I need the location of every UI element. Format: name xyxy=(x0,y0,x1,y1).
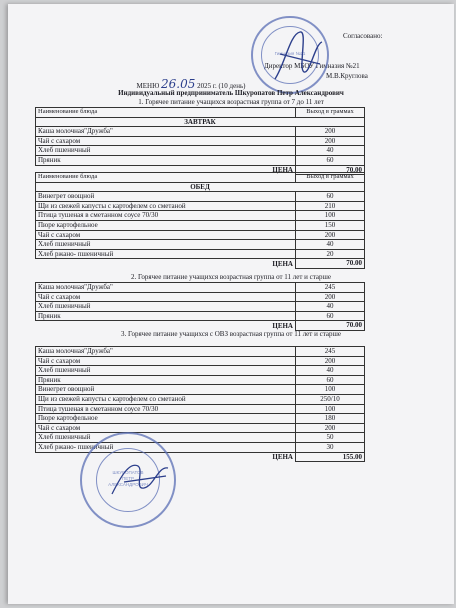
dish-name-cell: Каша молочная"Дружба" xyxy=(36,283,296,293)
menu-suffix: 2025 г. (10 день) xyxy=(197,82,246,90)
table-row xyxy=(36,302,365,312)
output-cell: 245 xyxy=(296,283,365,293)
output-cell: 20 xyxy=(296,249,365,259)
col-name-header: Наименование блюда xyxy=(36,108,296,118)
output-cell: 210 xyxy=(296,201,365,211)
menu-date: 26.05 xyxy=(161,77,196,91)
output-cell: 40 xyxy=(296,302,365,312)
dish-name-cell: Чай с сахаром xyxy=(36,356,296,366)
table-row xyxy=(36,433,365,443)
output-cell: 30 xyxy=(296,442,365,452)
table-row xyxy=(36,423,365,433)
table-row xyxy=(36,283,365,293)
table-row xyxy=(36,385,365,395)
dish-name-cell: Каша молочная"Дружба" xyxy=(36,347,296,357)
output-cell: 180 xyxy=(296,414,365,424)
dish-name-cell: Хлеб пшеничный xyxy=(36,302,296,312)
output-cell: 245 xyxy=(296,347,365,357)
output-cell: 200 xyxy=(296,136,365,146)
price-label: ЦЕНА xyxy=(36,452,296,462)
output-cell: 250/10 xyxy=(296,394,365,404)
output-cell: 40 xyxy=(296,366,365,376)
col-out-header: Выход в граммах xyxy=(296,173,365,183)
table-row xyxy=(36,146,365,156)
output-cell: 40 xyxy=(296,240,365,250)
lunch-label: ОБЕД xyxy=(36,182,365,192)
table-row xyxy=(36,375,365,385)
table-row xyxy=(36,404,365,414)
dish-name-cell: Пряник xyxy=(36,375,296,385)
output-cell: 40 xyxy=(296,146,365,156)
price-label: ЦЕНА xyxy=(36,321,296,331)
breakfast-label: ЗАВТРАК xyxy=(36,117,365,127)
stamp-bottom-line3: АЛЕКСАНДРОВИЧ xyxy=(108,482,148,487)
table-row xyxy=(36,201,365,211)
stamp-bottom-line1: ШКУРОПАТОВ xyxy=(112,470,144,475)
output-cell: 200 xyxy=(296,292,365,302)
table-row xyxy=(36,240,365,250)
dish-name-cell: Винегрет овощной xyxy=(36,192,296,202)
dish-name-cell: Пряник xyxy=(36,311,296,321)
table-row xyxy=(36,192,365,202)
section-2-title: 2. Горячее питание учащихся возрастная группа от 11 лет и старше xyxy=(130,273,332,281)
output-cell: 200 xyxy=(296,230,365,240)
dish-name-cell: Каша молочная"Дружба" xyxy=(36,127,296,137)
table-row xyxy=(36,442,365,452)
output-cell: 100 xyxy=(296,385,365,395)
table-lunch xyxy=(35,172,365,269)
dish-name-cell: Пряник xyxy=(36,155,296,165)
output-cell: 150 xyxy=(296,220,365,230)
approval-director: Директор МБОУ Гимназия №21 xyxy=(264,62,360,70)
output-cell: 200 xyxy=(296,356,365,366)
table-row xyxy=(36,394,365,404)
table-row xyxy=(36,249,365,259)
dish-name-cell: Птица тушеная в сметанном соусе 70/30 xyxy=(36,211,296,221)
table-row xyxy=(36,366,365,376)
menu-prefix: МЕНЮ xyxy=(136,82,160,90)
approval-name: М.В.Круглова xyxy=(326,72,368,80)
dish-name-cell: Хлеб пшеничный xyxy=(36,240,296,250)
table-row xyxy=(36,127,365,137)
dish-name-cell: Щи из свежей капусты с картофелем со сметаной xyxy=(36,201,296,211)
section-1-title: 1. Горячее питание учащихся возрастная группа от 7 до 11 лет xyxy=(138,98,324,106)
table-row xyxy=(36,220,365,230)
dish-name-cell: Винегрет овощной xyxy=(36,385,296,395)
output-cell: 50 xyxy=(296,433,365,443)
price-label: ЦЕНА xyxy=(36,259,296,269)
stamp-bottom-line2: ПЕТР xyxy=(122,476,134,481)
output-cell: 200 xyxy=(296,423,365,433)
col-out-header: Выход в граммах xyxy=(296,108,365,118)
dish-name-cell: Хлеб пшеничный xyxy=(36,146,296,156)
output-cell: 60 xyxy=(296,375,365,385)
price-label: ЦЕНА xyxy=(36,165,296,175)
output-cell: 60 xyxy=(296,192,365,202)
table-section-3 xyxy=(35,346,365,462)
dish-name-cell: Чай с сахаром xyxy=(36,230,296,240)
output-cell: 60 xyxy=(296,155,365,165)
table-row xyxy=(36,211,365,221)
dish-name-cell: Чай с сахаром xyxy=(36,423,296,433)
dish-name-cell: Чай с сахаром xyxy=(36,136,296,146)
table-row xyxy=(36,311,365,321)
table-row xyxy=(36,414,365,424)
price-value: 70.00 xyxy=(296,259,365,269)
price-value: 70.00 xyxy=(296,165,365,175)
dish-name-cell: Хлеб пшеничный xyxy=(36,366,296,376)
dish-name-cell: Чай с сахаром xyxy=(36,292,296,302)
table-row xyxy=(36,292,365,302)
table-row xyxy=(36,356,365,366)
table-row xyxy=(36,155,365,165)
document-page xyxy=(8,4,454,604)
table-row xyxy=(36,136,365,146)
price-value: 155.00 xyxy=(296,452,365,462)
output-cell: 100 xyxy=(296,211,365,221)
col-name-header: Наименование блюда xyxy=(36,173,296,183)
output-cell: 100 xyxy=(296,404,365,414)
output-cell: 200 xyxy=(296,127,365,137)
table-row xyxy=(36,230,365,240)
dish-name-cell: Щи из свежей капусты с картофелем со сметаной xyxy=(36,394,296,404)
approval-title: Согласовано: xyxy=(343,32,383,40)
dish-name-cell: Хлеб ржано- пшеничный xyxy=(36,249,296,259)
dish-name-cell: Хлеб ржано- пшеничный xyxy=(36,442,296,452)
price-value: 70.00 xyxy=(296,321,365,331)
entrepreneur-title: Индивидуальный предприниматель Шкуропатов Петр Александрович xyxy=(118,89,344,97)
table-breakfast xyxy=(35,107,365,175)
dish-name-cell: Пюре картофельное xyxy=(36,220,296,230)
dish-name-cell: Пюре картофельное xyxy=(36,414,296,424)
output-cell: 60 xyxy=(296,311,365,321)
table-section-2 xyxy=(35,282,365,331)
signature-bottom xyxy=(108,454,178,504)
table-row xyxy=(36,347,365,357)
dish-name-cell: Хлеб пшеничный xyxy=(36,433,296,443)
section-3-title: 3. Горячее питание учащихся с ОВЗ возрастная группа от 11 лет и старше xyxy=(121,330,341,338)
dish-name-cell: Птица тушеная в сметанном соусе 70/30 xyxy=(36,404,296,414)
stamp-top-text: Гимназия №21 xyxy=(274,51,306,56)
